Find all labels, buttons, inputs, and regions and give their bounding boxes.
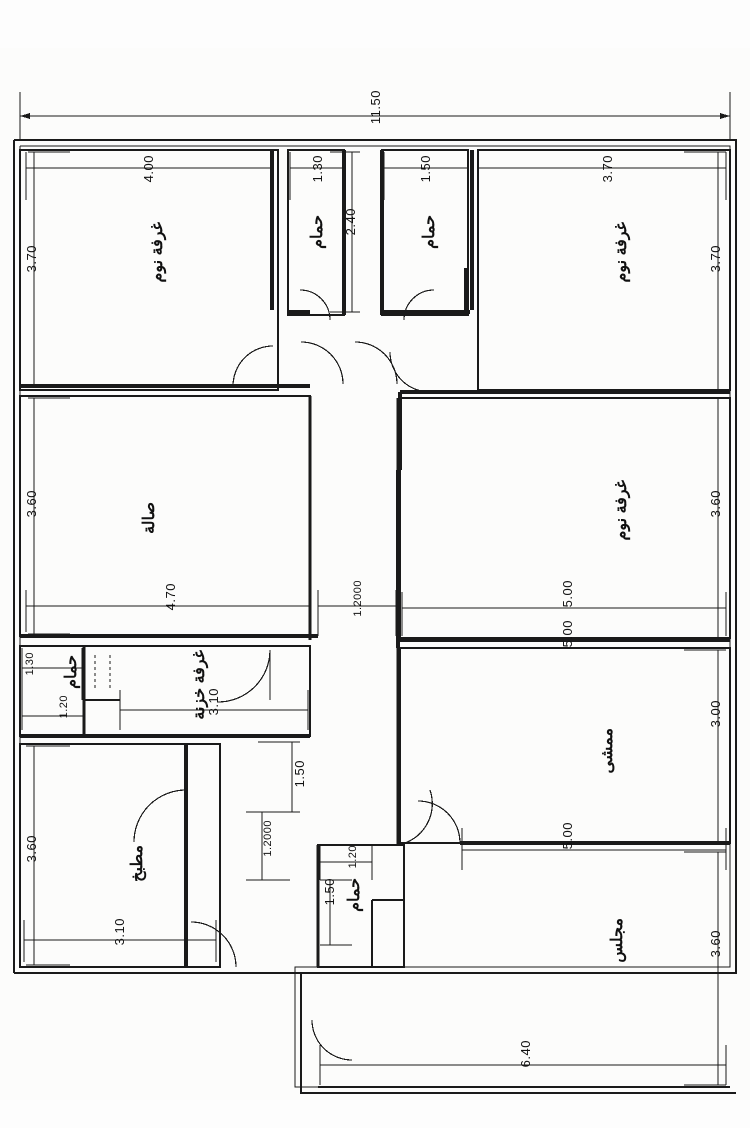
dim-5-00-a: 5.00 (560, 580, 575, 608)
dim-3-70-top-right: 3.70 (600, 155, 615, 183)
dim-4-70: 4.70 (163, 583, 178, 611)
room-label-majlis: مجلس (609, 918, 626, 963)
room-label-storage: غرفة خزنة (191, 650, 208, 720)
dim-3-60-hall: 3.60 (24, 490, 39, 518)
room-label-bathroom-top-mid-2: حمام (421, 215, 438, 249)
dim-5-00-c: 5.00 (560, 822, 575, 850)
dim-2-40: 2.40 (343, 208, 358, 236)
dim-1-50-bath-bottom: 1.50 (322, 878, 337, 906)
room-label-bedroom-mid-right: غرفة نوم (613, 480, 630, 541)
dim-3-70-right: 3.70 (708, 245, 723, 273)
dim-1-20-bath-bottom: 1.20 (347, 845, 359, 869)
room-label-hall: صالة (141, 502, 158, 534)
dim-3-00: 3.00 (708, 700, 723, 728)
dim-3-60-kitchen: 3.60 (24, 835, 39, 863)
room-label-bathroom-top-mid-1: حمام (309, 215, 326, 249)
room-label-bathroom-bottom: حمام (346, 878, 363, 912)
dim-5-00-b: 5.00 (560, 620, 575, 648)
dim-4-00: 4.00 (141, 155, 156, 183)
dim-1-2000-a: 1.2000 (352, 580, 364, 617)
dim-3-10-storage: 3.10 (206, 688, 221, 716)
dim-3-60-right: 3.60 (708, 490, 723, 518)
room-label-bathroom-left-mid: حمام (63, 655, 80, 689)
dim-3-70-left: 3.70 (24, 245, 39, 273)
dim-1-2000-b: 1.2000 (262, 820, 274, 857)
dim-overall-width: 11.50 (368, 90, 383, 125)
dim-3-60-majlis: 3.60 (708, 930, 723, 958)
room-label-bedroom-top-left: غرفة نوم (149, 222, 166, 283)
room-label-kitchen: مطبخ (129, 845, 146, 882)
room-label-bedroom-top-right: غرفة نوم (613, 222, 630, 283)
room-label-corridor: ممشى (599, 728, 616, 774)
dim-1-20-bath-left: 1.20 (58, 695, 70, 719)
dim-1-50-mid: 1.50 (292, 760, 307, 788)
dim-1-30-top: 1.30 (310, 155, 325, 183)
dim-6-40: 6.40 (518, 1040, 533, 1068)
dim-3-10-kitchen: 3.10 (112, 918, 127, 946)
dim-1-30-bath-left: 1.30 (24, 652, 36, 676)
dim-1-50-top: 1.50 (418, 155, 433, 183)
